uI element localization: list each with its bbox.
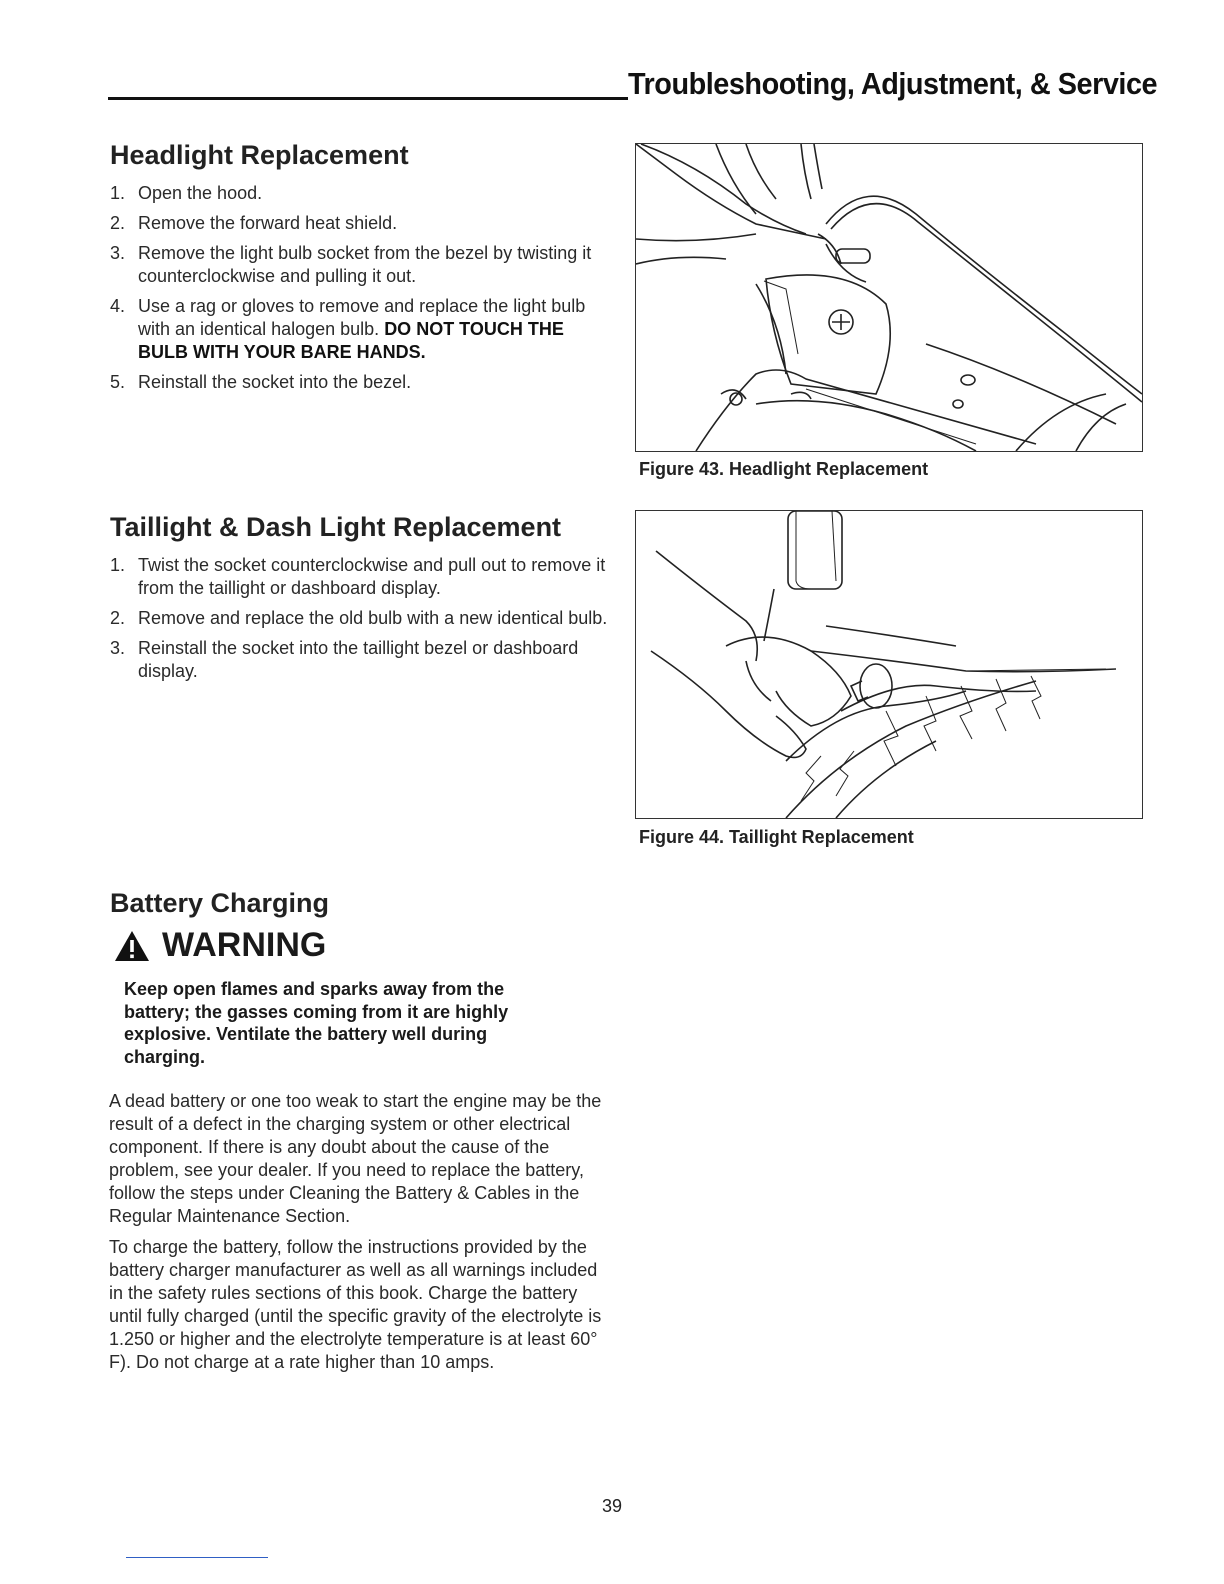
figure-44-illustration <box>635 510 1143 819</box>
warning-title <box>114 926 326 965</box>
figure-44-caption: Figure 44. Taillight Replacement <box>639 827 914 847</box>
list-item: 3. Reinstall the socket into the taillight bezel or dashboard display. <box>110 638 579 681</box>
footer-rule <box>126 1557 268 1558</box>
battery-paragraph-1: A dead battery or one too weak to start the engine may be the result of a defect in the charging system or other electrical component. If there is any doubt about the cause of the problem, see your dealer. If you need to replace the battery, follow the steps under Cleaning the Battery & Cables in the Regular Maintenance Section. <box>109 1091 602 1226</box>
list-item: 2. Remove and replace the old bulb with a new identical bulb. <box>110 608 608 628</box>
taillight-steps <box>106 554 610 690</box>
warning-text: Keep open flames and sparks away from the battery; the gasses coming from it are highly explosive. Ventilate the battery well during charging. <box>124 979 509 1067</box>
warning-label: WARNING <box>162 926 327 964</box>
battery-heading: Battery Charging <box>110 888 330 918</box>
warning-triangle-icon <box>114 930 150 962</box>
page-number: 39 <box>601 1496 623 1516</box>
list-item: 4. Use a rag or gloves to remove and replace the light bulb with an identical halogen bulb. DO NOT TOUCH THE BULB WITH YOUR BARE HANDS. <box>110 296 586 362</box>
header-rule <box>108 97 628 100</box>
taillight-heading: Taillight & Dash Light Replacement <box>110 512 562 542</box>
list-item: 1. Open the hood. <box>110 183 263 203</box>
list-item: 1. Twist the socket counterclockwise and pull out to remove it from the taillight or dashboard display. <box>110 555 606 598</box>
battery-paragraph-2: To charge the battery, follow the instructions provided by the battery charger manufacturer as well as all warnings included in the safety rules sections of this book. Charge the battery until fully charged (until the specific gravity of the electrolyte is 1.250 or higher and the electrolyte temperature is at least 60° F). Do not charge at a rate higher than 10 amps. <box>109 1237 602 1372</box>
warning-emphasis: DO NOT TOUCH THE BULB WITH YOUR BARE HANDS. <box>138 319 564 362</box>
headlight-steps <box>106 182 610 401</box>
figure-43-illustration <box>635 143 1143 452</box>
list-item: 2. Remove the forward heat shield. <box>110 213 398 233</box>
headlight-heading: Headlight Replacement <box>110 140 409 170</box>
page-header-title: Troubleshooting, Adjustment, & Service <box>628 66 1158 101</box>
list-item: 5. Reinstall the socket into the bezel. <box>110 372 412 392</box>
list-item: 3. Remove the light bulb socket from the bezel by twisting it counterclockwise and pulling it out. <box>110 243 592 286</box>
figure-43-caption: Figure 43. Headlight Replacement <box>639 459 929 479</box>
